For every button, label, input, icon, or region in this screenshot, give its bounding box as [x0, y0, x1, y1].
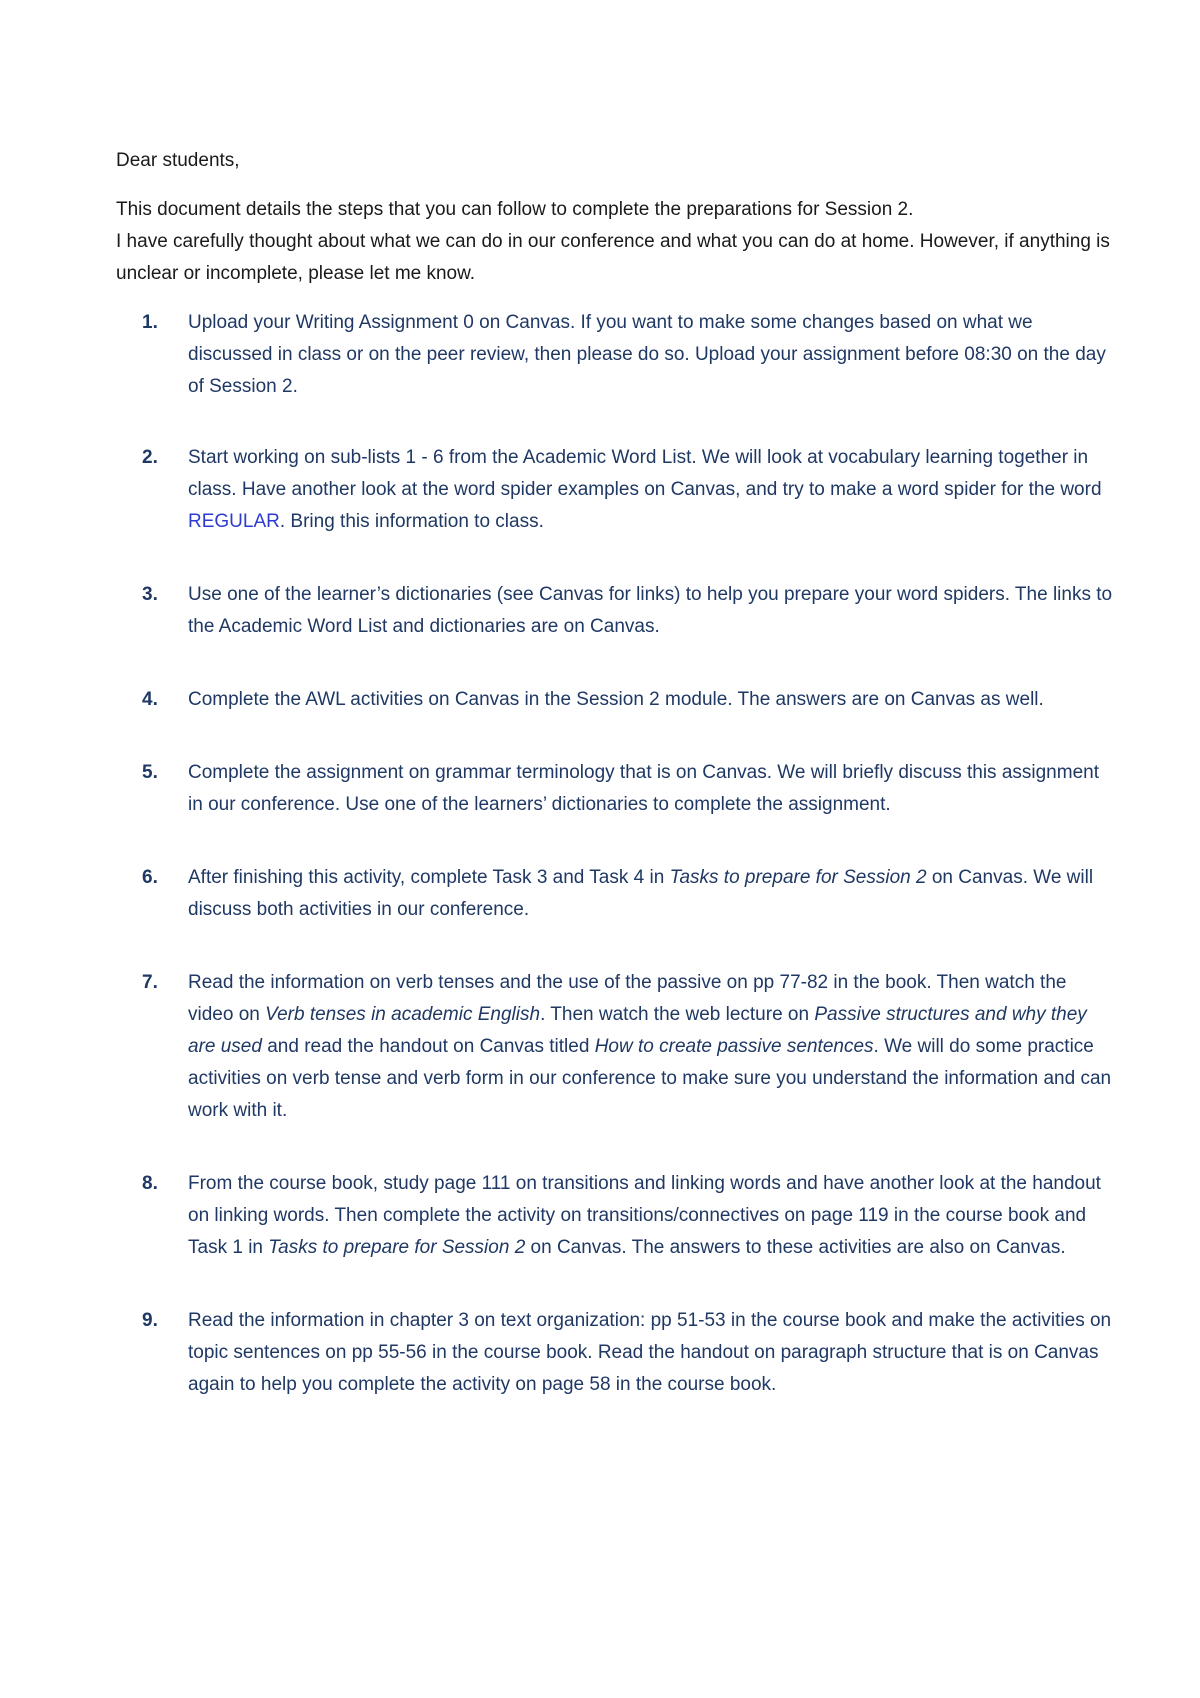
task-text: Complete the AWL activities on Canvas in the Session 2 module. The answers are on Canvas as well.	[188, 689, 1044, 710]
task-number: 2.	[142, 447, 158, 468]
task-number: 3.	[142, 584, 158, 605]
task-text: on Canvas. We will discuss both activities in our conference.	[188, 867, 1094, 920]
task-text: Complete the assignment on grammar terminology that is on Canvas. We will briefly discuss this assignment in our conference. Use one of the learners’ dictionaries to complete the assignment.	[188, 762, 1099, 815]
task-text: Read the information on verb tenses and the use of the passive on pp 77-82 in the book. Then watch the video on	[188, 972, 1067, 1025]
task-item-1	[116, 307, 1116, 403]
task-text: . Then watch the web lecture on	[540, 1004, 815, 1025]
task-text: on Canvas. The answers to these activities are also on Canvas.	[525, 1237, 1066, 1258]
task-item-5	[116, 757, 1116, 821]
task-text: Read the information in chapter 3 on text organization: pp 51-53 in the course book and make the activities on topic sentences on pp 55-56 in the course book. Read the handout on paragraph structure that is on Canvas again to help you complete the activity on page 58 in the course book.	[188, 1310, 1112, 1395]
greeting: Dear students,	[116, 150, 240, 171]
task-item-9	[116, 1305, 1116, 1401]
task-number: 8.	[142, 1173, 158, 1194]
task-italic: Tasks to prepare for Session 2	[268, 1237, 526, 1258]
task-number: 7.	[142, 972, 158, 993]
highlighted-word: REGULAR	[188, 511, 280, 532]
task-text: and read the handout on Canvas titled	[261, 1036, 595, 1057]
task-text: . Bring this information to class.	[279, 511, 544, 532]
task-italic: How to create passive sentences	[594, 1036, 874, 1057]
task-text: . We will do some practice activities on verb tense and verb form in our conference to make sure you understand the information and can work with it.	[188, 1036, 1112, 1121]
task-number: 6.	[142, 867, 158, 888]
task-number: 1.	[142, 312, 158, 333]
task-number: 9.	[142, 1310, 158, 1331]
task-item-6	[116, 862, 1116, 926]
task-item-2	[116, 442, 1116, 538]
task-number: 4.	[142, 689, 158, 710]
task-number: 5.	[142, 762, 158, 783]
task-item-8	[116, 1168, 1116, 1264]
task-italic: Tasks to prepare for Session 2	[669, 867, 927, 888]
task-text: Use one of the learner’s dictionaries (see Canvas for links) to help you prepare your word spiders. The links to the Academic Word List and dictionaries are on Canvas.	[188, 584, 1113, 637]
task-italic: Passive structures and why they are used	[188, 1004, 1087, 1057]
intro-paragraph-2: I have carefully thought about what we can do in our conference and what you can do at home. However, if anything is unclear or incomplete, please let me know.	[116, 231, 1110, 284]
task-text: From the course book, study page 111 on transitions and linking words and have another look at the handout on linking words. Then complete the activity on transitions/connectives on page 119 in the course book and Task 1 in	[188, 1173, 1101, 1258]
task-item-7	[116, 967, 1116, 1127]
intro-paragraph-1: This document details the steps that you can follow to complete the preparations for Session 2.	[116, 199, 914, 220]
task-item-4	[116, 684, 1116, 716]
task-text: Start working on sub-lists 1 - 6 from the Academic Word List. We will look at vocabulary learning together in class. Have another look at the word spider examples on Canvas, and try to make a word spider for the word	[188, 447, 1102, 500]
task-italic: Verb tenses in academic English	[265, 1004, 541, 1025]
document-body	[116, 145, 1116, 1401]
task-text: Upload your Writing Assignment 0 on Canvas. If you want to make some changes based on what we discussed in class or on the peer review, then please do so. Upload your assignment before 08:30 on the day of Session 2.	[188, 312, 1106, 397]
task-list	[116, 307, 1116, 1401]
task-item-3	[116, 579, 1116, 643]
task-text: After finishing this activity, complete Task 3 and Task 4 in	[188, 867, 670, 888]
